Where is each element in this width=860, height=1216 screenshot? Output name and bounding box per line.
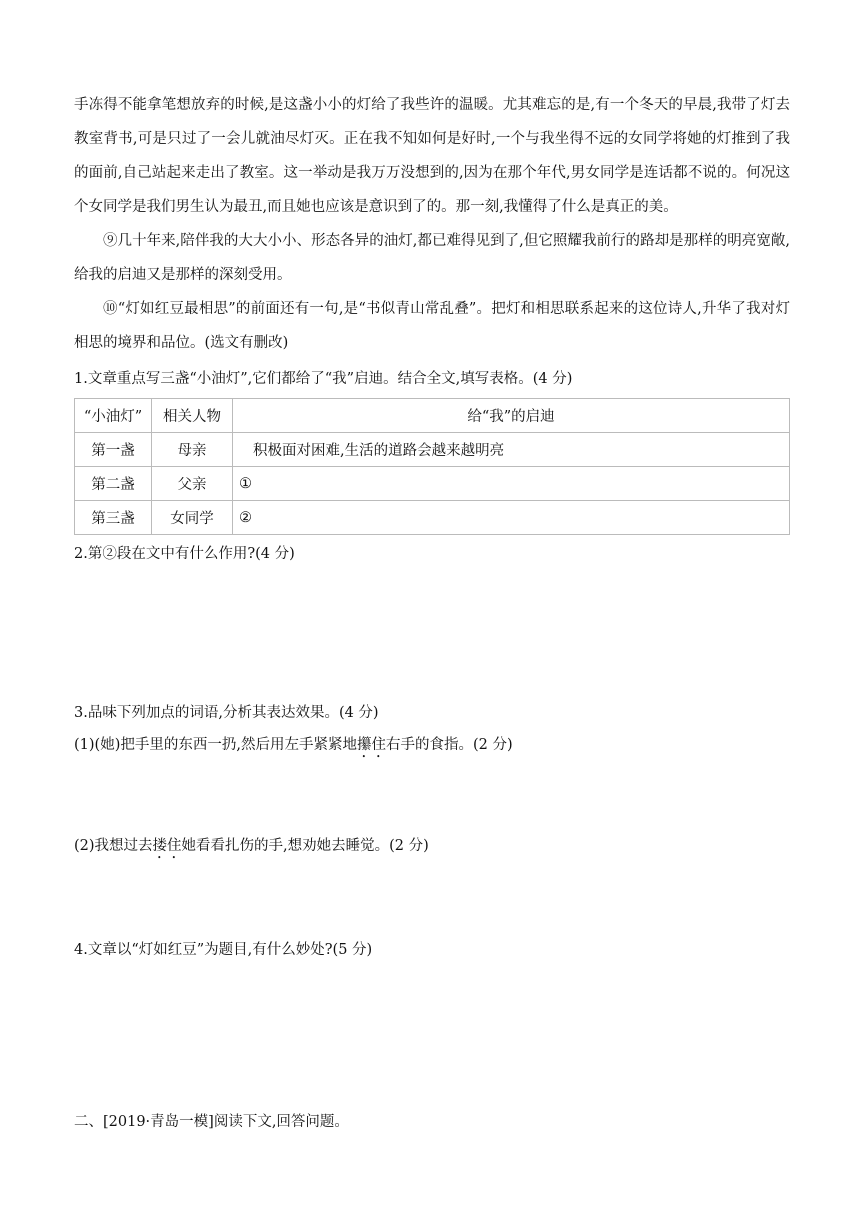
paragraph-10: ⑩“灯如红豆最相思”的前面还有一句,是“书似青山常乱叠”。把灯和相思联系起来的这位诗人,升华了我对灯相思的境界和品位。(选文有删改) [74, 301, 790, 351]
q3-2-after: 她看看扎伤的手,想劝她去睡觉。(2 分) [181, 838, 429, 854]
question-3-2 [74, 833, 790, 862]
q3-2-before: (2)我想过去 [74, 838, 153, 854]
header-lamp: “小油灯” [75, 399, 152, 433]
q3-1-after: 右手的食指。(2 分) [385, 737, 513, 753]
table-row [75, 501, 790, 535]
table-row [75, 467, 790, 501]
paragraph-8: 手冻得不能拿笔想放弃的时候,是这盏小小的灯给了我些许的温暖。尤其难忘的是,有一个冬天的早晨,我带了灯去教室背书,可是只过了一会儿就油尽灯灭。正在我不知如何是好时,一个与我坐得不远的女同学将她的灯推到了我的面前,自己站起来走出了教室。这一举动是我万万没想到的,因为在那个年代,男女同学是连话都不说的。何况这个女同学是我们男生认为最丑,而且她也应该是意识到了的。那一刻,我懂得了什么是真正的美。 [74, 97, 790, 215]
header-person: 相关人物 [152, 399, 233, 433]
cell-inspiration: 积极面对困难,生活的道路会越来越明亮 [233, 433, 790, 467]
cell-lamp: 第三盏 [75, 501, 152, 535]
q3-1-before: (1)(她)把手里的东西一扔,然后用左手紧紧地 [74, 737, 357, 753]
dotted-word: 搂住 [152, 838, 182, 854]
passage [74, 88, 790, 567]
paragraph-9: ⑨几十年来,陪伴我的大大小小、形态各异的油灯,都已难得见到了,但它照耀我前行的路却是那样的明亮宽敞,给我的启迪又是那样的深刻受用。 [74, 233, 790, 283]
dotted-word: 攥住 [356, 737, 386, 753]
cell-inspiration[interactable]: ② [233, 501, 790, 535]
question-1: 1.文章重点写三盏“小油灯”,它们都给了“我”启迪。结合全文,填写表格。(4 分) [74, 371, 573, 387]
section-2-heading: 二、[2019·青岛一模]阅读下文,回答问题。 [74, 1114, 349, 1130]
cell-person: 父亲 [152, 467, 233, 501]
header-inspiration: 给“我”的启迪 [233, 399, 790, 433]
question-3-1 [74, 732, 790, 761]
cell-person: 女同学 [152, 501, 233, 535]
table-row [75, 433, 790, 467]
question-3: 3.品味下列加点的词语,分析其表达效果。(4 分) [74, 705, 379, 721]
question-2: 2.第②段在文中有什么作用?(4 分) [74, 546, 295, 562]
table-header-row [75, 399, 790, 433]
cell-lamp: 第一盏 [75, 433, 152, 467]
cell-inspiration[interactable]: ① [233, 467, 790, 501]
question-4: 4.文章以“灯如红豆”为题目,有什么妙处?(5 分) [74, 942, 373, 958]
cell-person: 母亲 [152, 433, 233, 467]
cell-lamp: 第二盏 [75, 467, 152, 501]
answer-table [74, 398, 790, 535]
